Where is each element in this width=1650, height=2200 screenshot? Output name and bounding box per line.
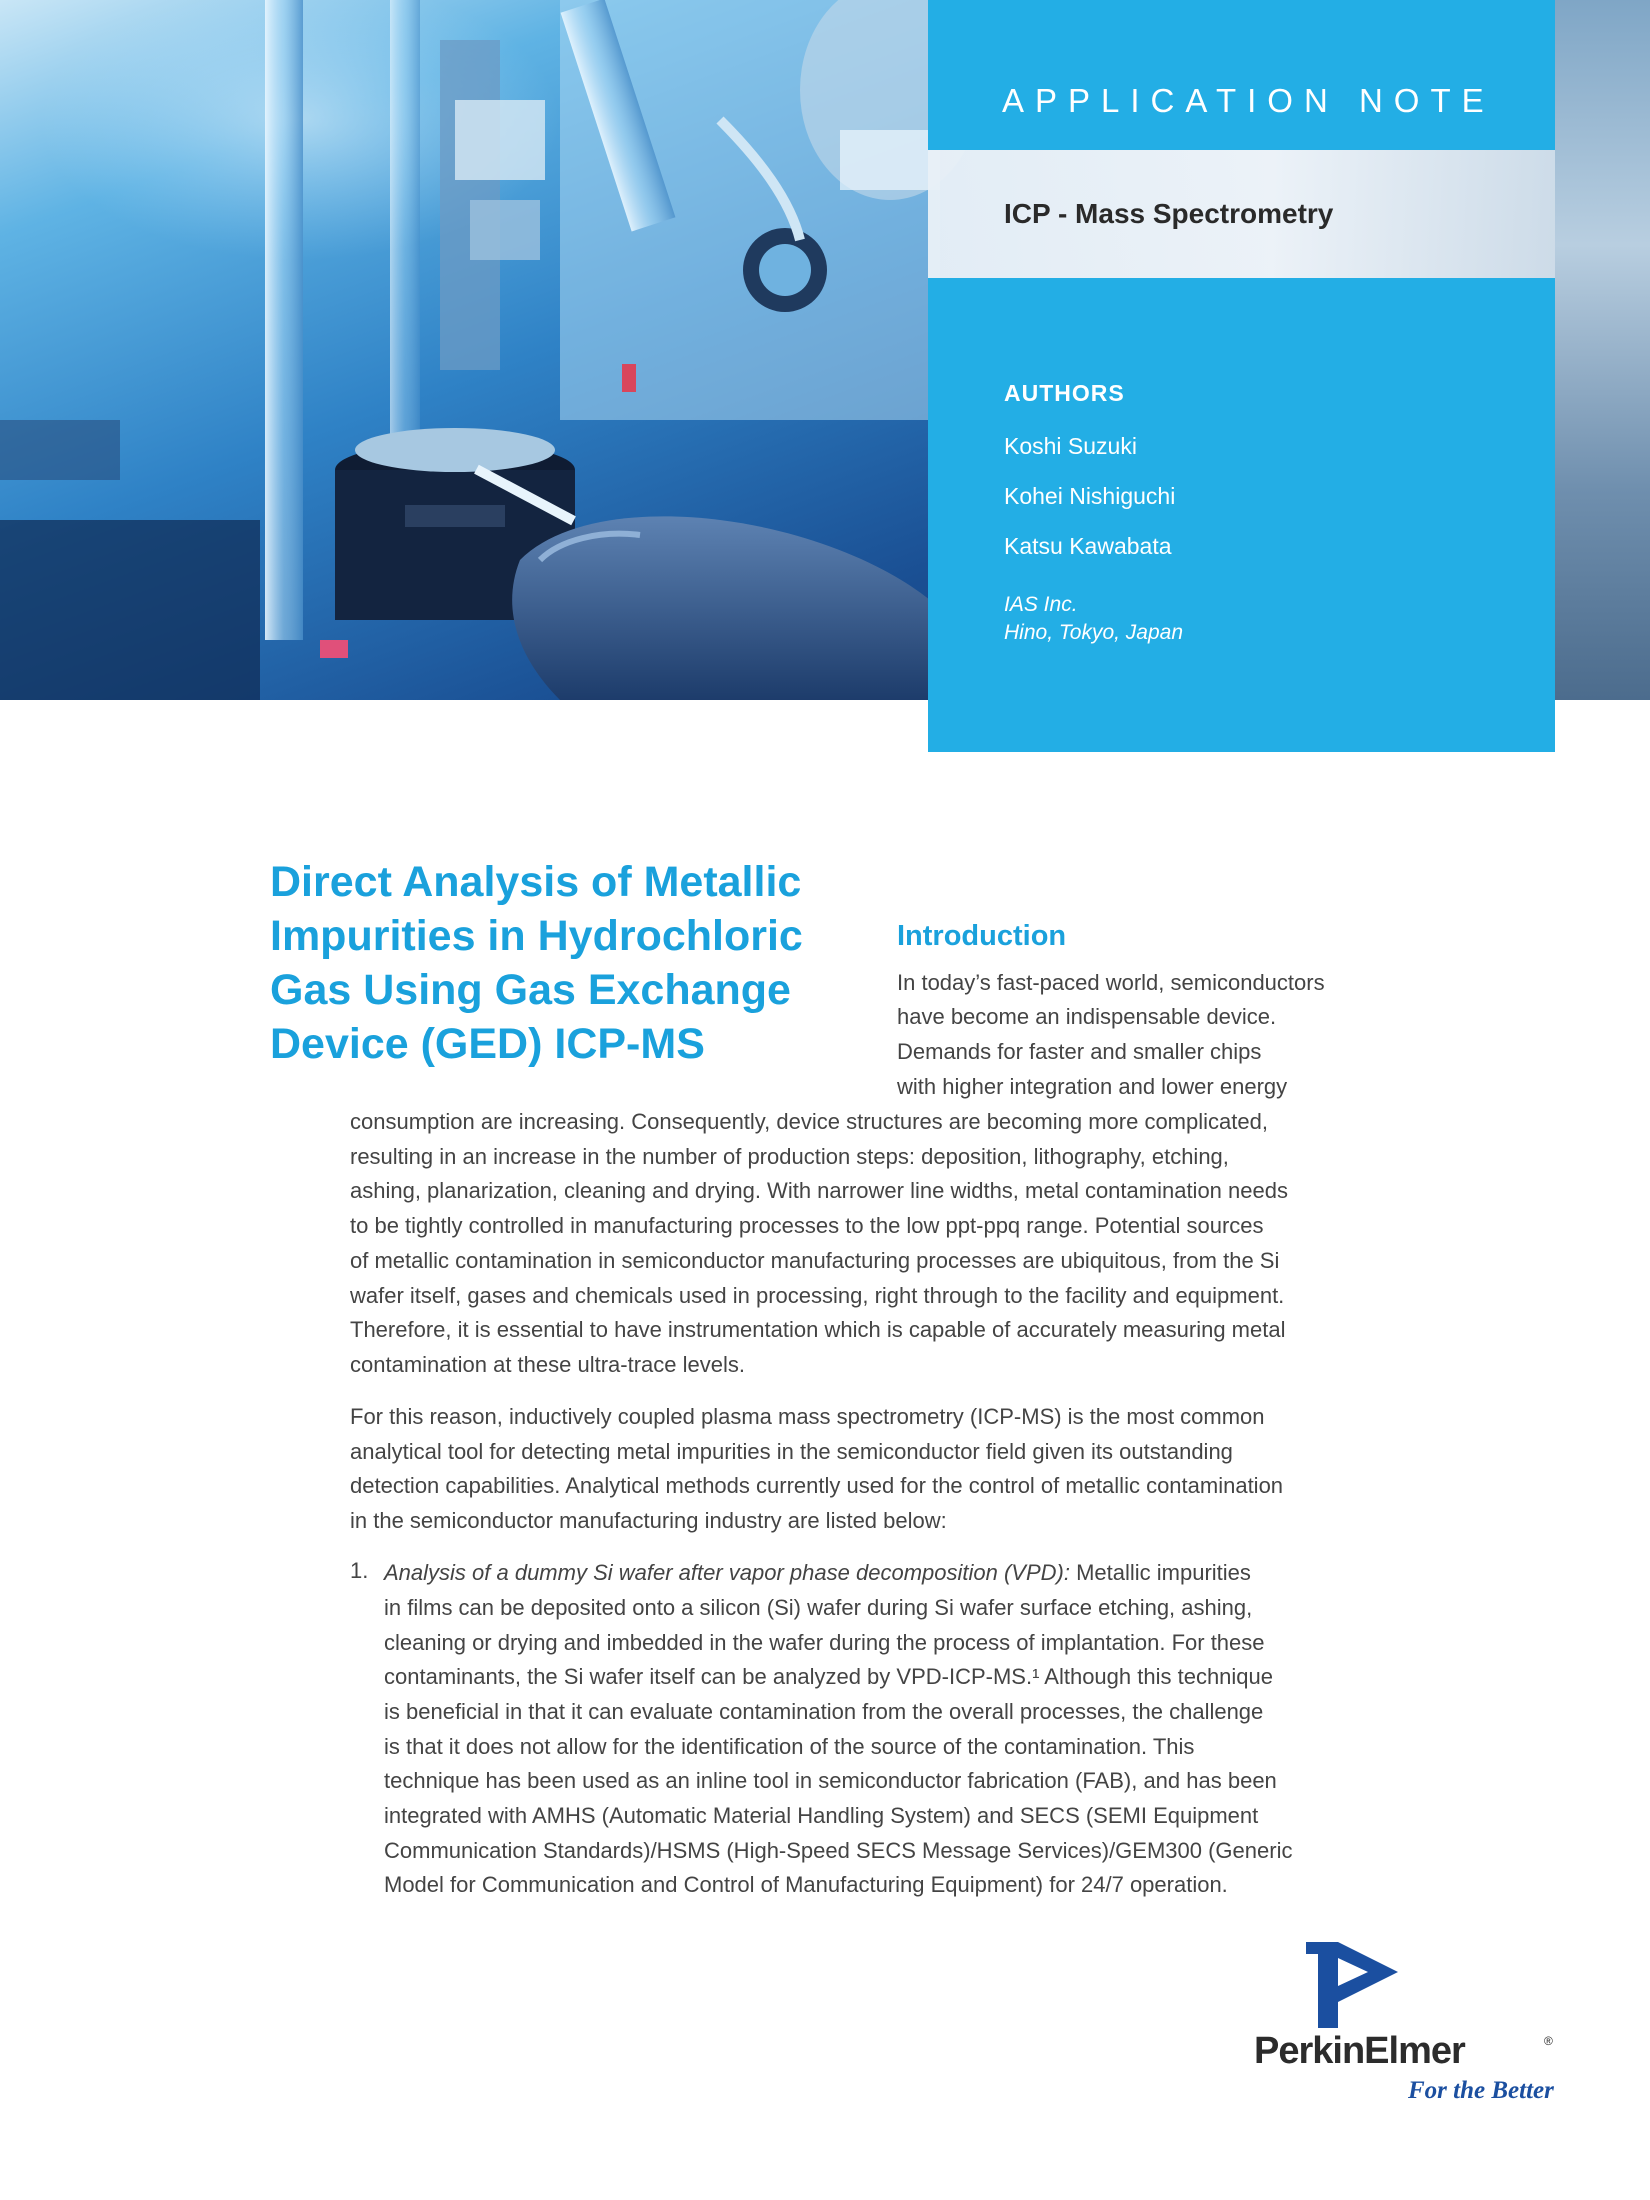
body-line: is beneficial in that it can evaluate contamination from the overall processes, the challenge [384,1699,1264,1724]
body-line: is that it does not allow for the identification of the source of the contamination. This [384,1734,1195,1759]
side-photo-strip [1555,0,1650,700]
document-title [270,855,870,1071]
body-line: wafer itself, gases and chemicals used in processing, right through to the facility and equipment. [350,1283,1285,1308]
body-line: Communication Standards)/HSMS (High-Speed SECS Message Services)/GEM300 (Generic [384,1838,1293,1863]
category-label: ICP - Mass Spectrometry [1004,198,1334,229]
body-line: analytical tool for detecting metal impurities in the semiconductor field given its outstanding [350,1439,1233,1464]
body-line: ashing, planarization, cleaning and drying. With narrower line widths, metal contamination needs [350,1178,1288,1203]
authors-block [928,278,1555,752]
body-line: contaminants, the Si wafer itself can be analyzed by VPD-ICP-MS.¹ Although this technique [384,1664,1274,1689]
body-line: technique has been used as an inline tool in semiconductor fabrication (FAB), and has been [384,1768,1277,1793]
title-line: Gas Using Gas Exchange [270,966,791,1014]
body-line: have become an indispensable device. [897,1004,1277,1029]
item-title: Analysis of a dummy Si wafer after vapor phase decomposition (VPD): [384,1560,1070,1585]
body-line: in the semiconductor manufacturing industry are listed below: [350,1508,947,1533]
list-number: 1. [350,1558,369,1583]
title-line: Impurities in Hydrochloric [270,912,803,960]
logo-wordmark: PerkinElmer [1254,2030,1465,2072]
affiliation-org: IAS Inc. [1004,593,1078,616]
body-line: Model for Communication and Control of Manufacturing Equipment) for 24/7 operation. [384,1872,1228,1897]
item-text: Metallic impurities [1069,1560,1251,1585]
author-name: Koshi Suzuki [1004,433,1137,459]
body-line: of metallic contamination in semiconductor manufacturing processes are ubiquitous, from the Si [350,1248,1280,1273]
body-line: integrated with AMHS (Automatic Material Handling System) and SECS (SEMI Equipment [384,1803,1259,1828]
body-line: to be tightly controlled in manufacturing processes to the low ppt-ppq range. Potential sources [350,1213,1264,1238]
panel-top-band [928,0,1555,150]
body-line [384,1558,1251,1588]
application-note-panel [928,0,1555,752]
body-line: consumption are increasing. Consequently, device structures are becoming more complicated, [350,1109,1268,1134]
logo-p-mark-icon [1298,1940,1418,2030]
application-note-label: APPLICATION NOTE [1002,82,1495,119]
author-name: Kohei Nishiguchi [1004,483,1176,509]
title-line: Direct Analysis of Metallic [270,858,802,906]
author-name: Katsu Kawabata [1004,533,1172,559]
authors-heading: AUTHORS [1004,380,1125,406]
body-line: In today’s fast-paced world, semiconductors [897,970,1325,995]
logo-tagline: For the Better [1408,2077,1554,2104]
category-band [928,150,1555,278]
body-line: with higher integration and lower energy [897,1074,1288,1099]
body-line: resulting in an increase in the number of production steps: deposition, lithography, etching, [350,1144,1229,1169]
registered-mark: ® [1544,2034,1553,2048]
body-line: in films can be deposited onto a silicon (Si) wafer during Si wafer surface etching, ashing, [384,1595,1253,1620]
body-line: contamination at these ultra-trace levels. [350,1352,745,1377]
body-line: detection capabilities. Analytical methods currently used for the control of metallic contamination [350,1473,1284,1498]
body-line: Therefore, it is essential to have instrumentation which is capable of accurately measuring metal [350,1317,1286,1342]
affiliation-location: Hino, Tokyo, Japan [1004,621,1184,644]
title-line: Device (GED) ICP-MS [270,1020,705,1068]
introduction-heading: Introduction [897,920,1067,952]
body-line: cleaning or drying and imbedded in the wafer during the process of implantation. For these [384,1630,1265,1655]
body-line: For this reason, inductively coupled plasma mass spectrometry (ICP-MS) is the most common [350,1404,1265,1429]
body-line: Demands for faster and smaller chips [897,1039,1262,1064]
